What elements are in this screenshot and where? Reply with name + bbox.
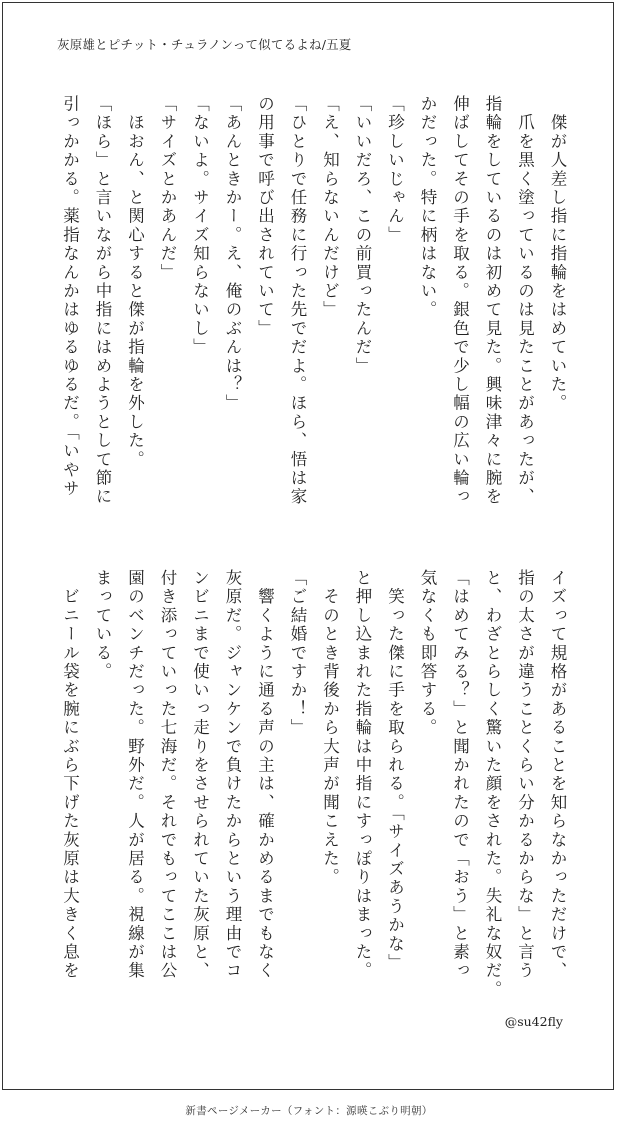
text-column: 灰原だ。ジャンケンで負けたからという理由でコ	[223, 569, 242, 981]
author-handle: @su42fly	[504, 1014, 563, 1029]
text-column: 「ないよ。サイズ知らないし」	[190, 95, 210, 357]
text-column: 爪を黒く塗っているのは見たことがあったが、	[515, 95, 535, 507]
text-column: イズって規格があることを知らなかっただけで、	[548, 569, 567, 981]
text-column: 響くように通る声の主は、確かめるまでもなく	[255, 569, 275, 981]
text-column: 「ひとりで任務に行った先でだよ。ほら、悟は家	[288, 95, 307, 507]
text-block-lower	[53, 569, 573, 1009]
text-column: 園のベンチだった。野外だ。人が居る。視線が集	[125, 569, 145, 981]
story-title: 灰原雄とピチット・チュラノンって似てるよね/五夏	[57, 37, 352, 52]
text-column: 「ほら」と言いながら中指にはめようとして節に	[93, 95, 112, 507]
generator-credit: 新書ページメーカー（フォント：源暎こぶり明朝）	[185, 1105, 433, 1117]
text-column: かだった。特に柄はない。	[418, 95, 437, 320]
text-column: 「え、知らないんだけど」	[320, 95, 340, 320]
text-column: 指輪をしているのは初めて見た。興味津々に腕を	[483, 95, 502, 507]
text-column: 「珍しいじゃん」	[385, 95, 405, 245]
text-column: と押し込まれた指輪は中指にすっぽりはまった。	[353, 569, 372, 981]
text-block-upper	[53, 95, 573, 535]
text-column: 笑った傑に手を取られる。「サイズあうかな」	[385, 569, 405, 973]
text-column: ほおん、と関心すると傑が指輪を外した。	[125, 95, 145, 469]
text-column: と、わざとらしく驚いた顔をされた。失礼な奴だ。	[483, 569, 502, 1000]
text-column: 傑が人差し指に指輪をはめていた。	[548, 95, 567, 413]
text-column: 付き添っていった七海だ。それでもってここは公	[158, 569, 177, 981]
text-column: 引っかかる。薬指なんかはゆるゆるだ。「いやサ	[60, 95, 80, 499]
text-column: 「いいだろ、この前買ったんだ」	[353, 95, 372, 376]
text-column: そのとき背後から大声が聞こえた。	[320, 569, 340, 887]
text-column: 気なくも即答する。	[418, 569, 437, 738]
text-column: ビニール袋を腕にぶら下げた灰原は大きく息を	[60, 569, 80, 981]
text-column: まっている。	[93, 569, 112, 682]
text-column: ンビニまで使いっ走りをさせられていた灰原と、	[190, 569, 210, 981]
text-column: 「サイズとかあんだ」	[158, 95, 177, 282]
text-column: 「はめてみる？」と聞かれたので「おう」と素っ	[450, 569, 470, 981]
text-column: 指の太さが違うことくらい分かるからな」と言う	[515, 569, 535, 981]
text-column: 「あんときかー。え、俺のぶんは？」	[223, 95, 242, 413]
text-column: 「ご結婚ですか！」	[288, 569, 307, 738]
text-column: の用事で呼び出されていて」	[255, 95, 275, 339]
manuscript-page	[2, 2, 614, 1090]
text-column: 伸ばしてその手を取る。銀色で少し幅の広い輪っ	[450, 95, 470, 507]
